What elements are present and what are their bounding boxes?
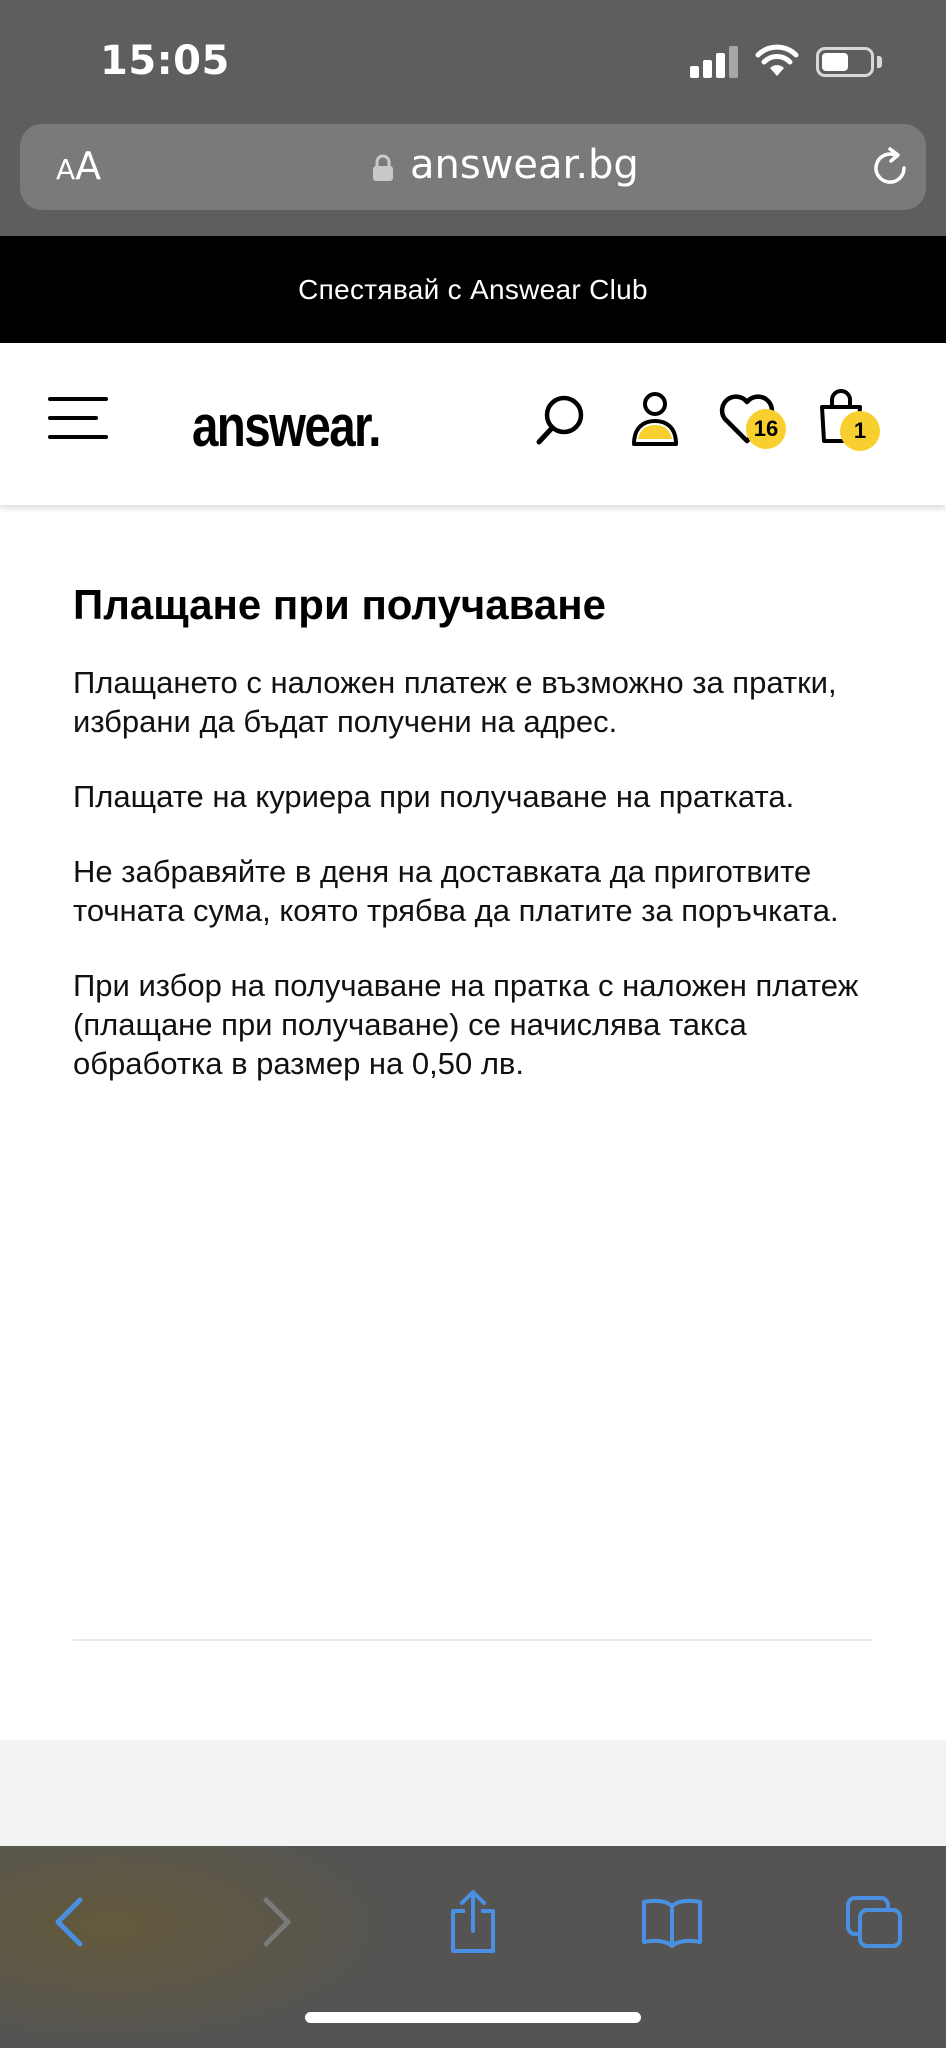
hamburger-menu-icon[interactable] — [48, 397, 108, 441]
footer-area — [0, 1740, 946, 1846]
cart-button[interactable] — [818, 387, 884, 451]
aa-big-label: A — [75, 144, 102, 188]
chevron-right-icon — [256, 1896, 296, 1948]
wishlist-count-badge: 16 — [746, 409, 786, 449]
url-text[interactable]: answear.bg — [410, 142, 639, 188]
site-logo[interactable]: answear. — [192, 394, 380, 459]
account-icon[interactable] — [630, 391, 680, 449]
promo-text: Спестявай с Answear Club — [298, 273, 648, 305]
status-time: 15:05 — [100, 38, 230, 84]
back-button[interactable] — [30, 1882, 110, 1962]
aa-small-label: A — [56, 153, 76, 186]
tabs-icon — [844, 1894, 904, 1950]
content-divider — [73, 1639, 873, 1641]
status-bar — [0, 0, 946, 120]
battery-icon — [816, 47, 874, 77]
reader-settings-button[interactable] — [56, 144, 101, 190]
info-paragraph: При избор на получаване на пратка с наложен платеж (плащане при получаване) се начислява такса обработка в размер на 0,50 лв. — [73, 968, 859, 1081]
bookmarks-button[interactable] — [632, 1882, 712, 1962]
page-title: Плащане при получаване — [73, 581, 606, 628]
browser-top-bar — [0, 120, 946, 236]
chevron-left-icon — [50, 1896, 90, 1948]
promo-banner[interactable] — [0, 236, 946, 343]
cart-count-badge: 1 — [840, 411, 880, 451]
main-content — [73, 575, 883, 1119]
wishlist-button[interactable] — [718, 389, 788, 451]
forward-button[interactable] — [236, 1882, 316, 1962]
home-indicator — [305, 2012, 641, 2023]
site-header — [0, 343, 946, 505]
url-bar[interactable] — [20, 124, 926, 210]
share-icon — [447, 1889, 499, 1955]
info-paragraph: Плащането с наложен платеж е възможно за пратки, избрани да бъдат получени на адрес. — [73, 665, 837, 739]
battery-tip — [877, 56, 882, 68]
search-icon[interactable] — [534, 393, 586, 447]
share-button[interactable] — [433, 1882, 513, 1962]
info-paragraph: Не забравяйте в деня на доставката да приготвите точната сума, която трябва да платите за поръчката. — [73, 854, 839, 928]
reload-icon[interactable] — [868, 146, 912, 190]
wifi-icon — [755, 44, 799, 78]
book-icon — [641, 1896, 703, 1948]
tabs-button[interactable] — [834, 1882, 914, 1962]
info-paragraph: Плащате на куриера при получаване на пратката. — [73, 779, 795, 814]
cellular-signal-icon — [690, 46, 738, 78]
lock-icon — [372, 154, 394, 182]
